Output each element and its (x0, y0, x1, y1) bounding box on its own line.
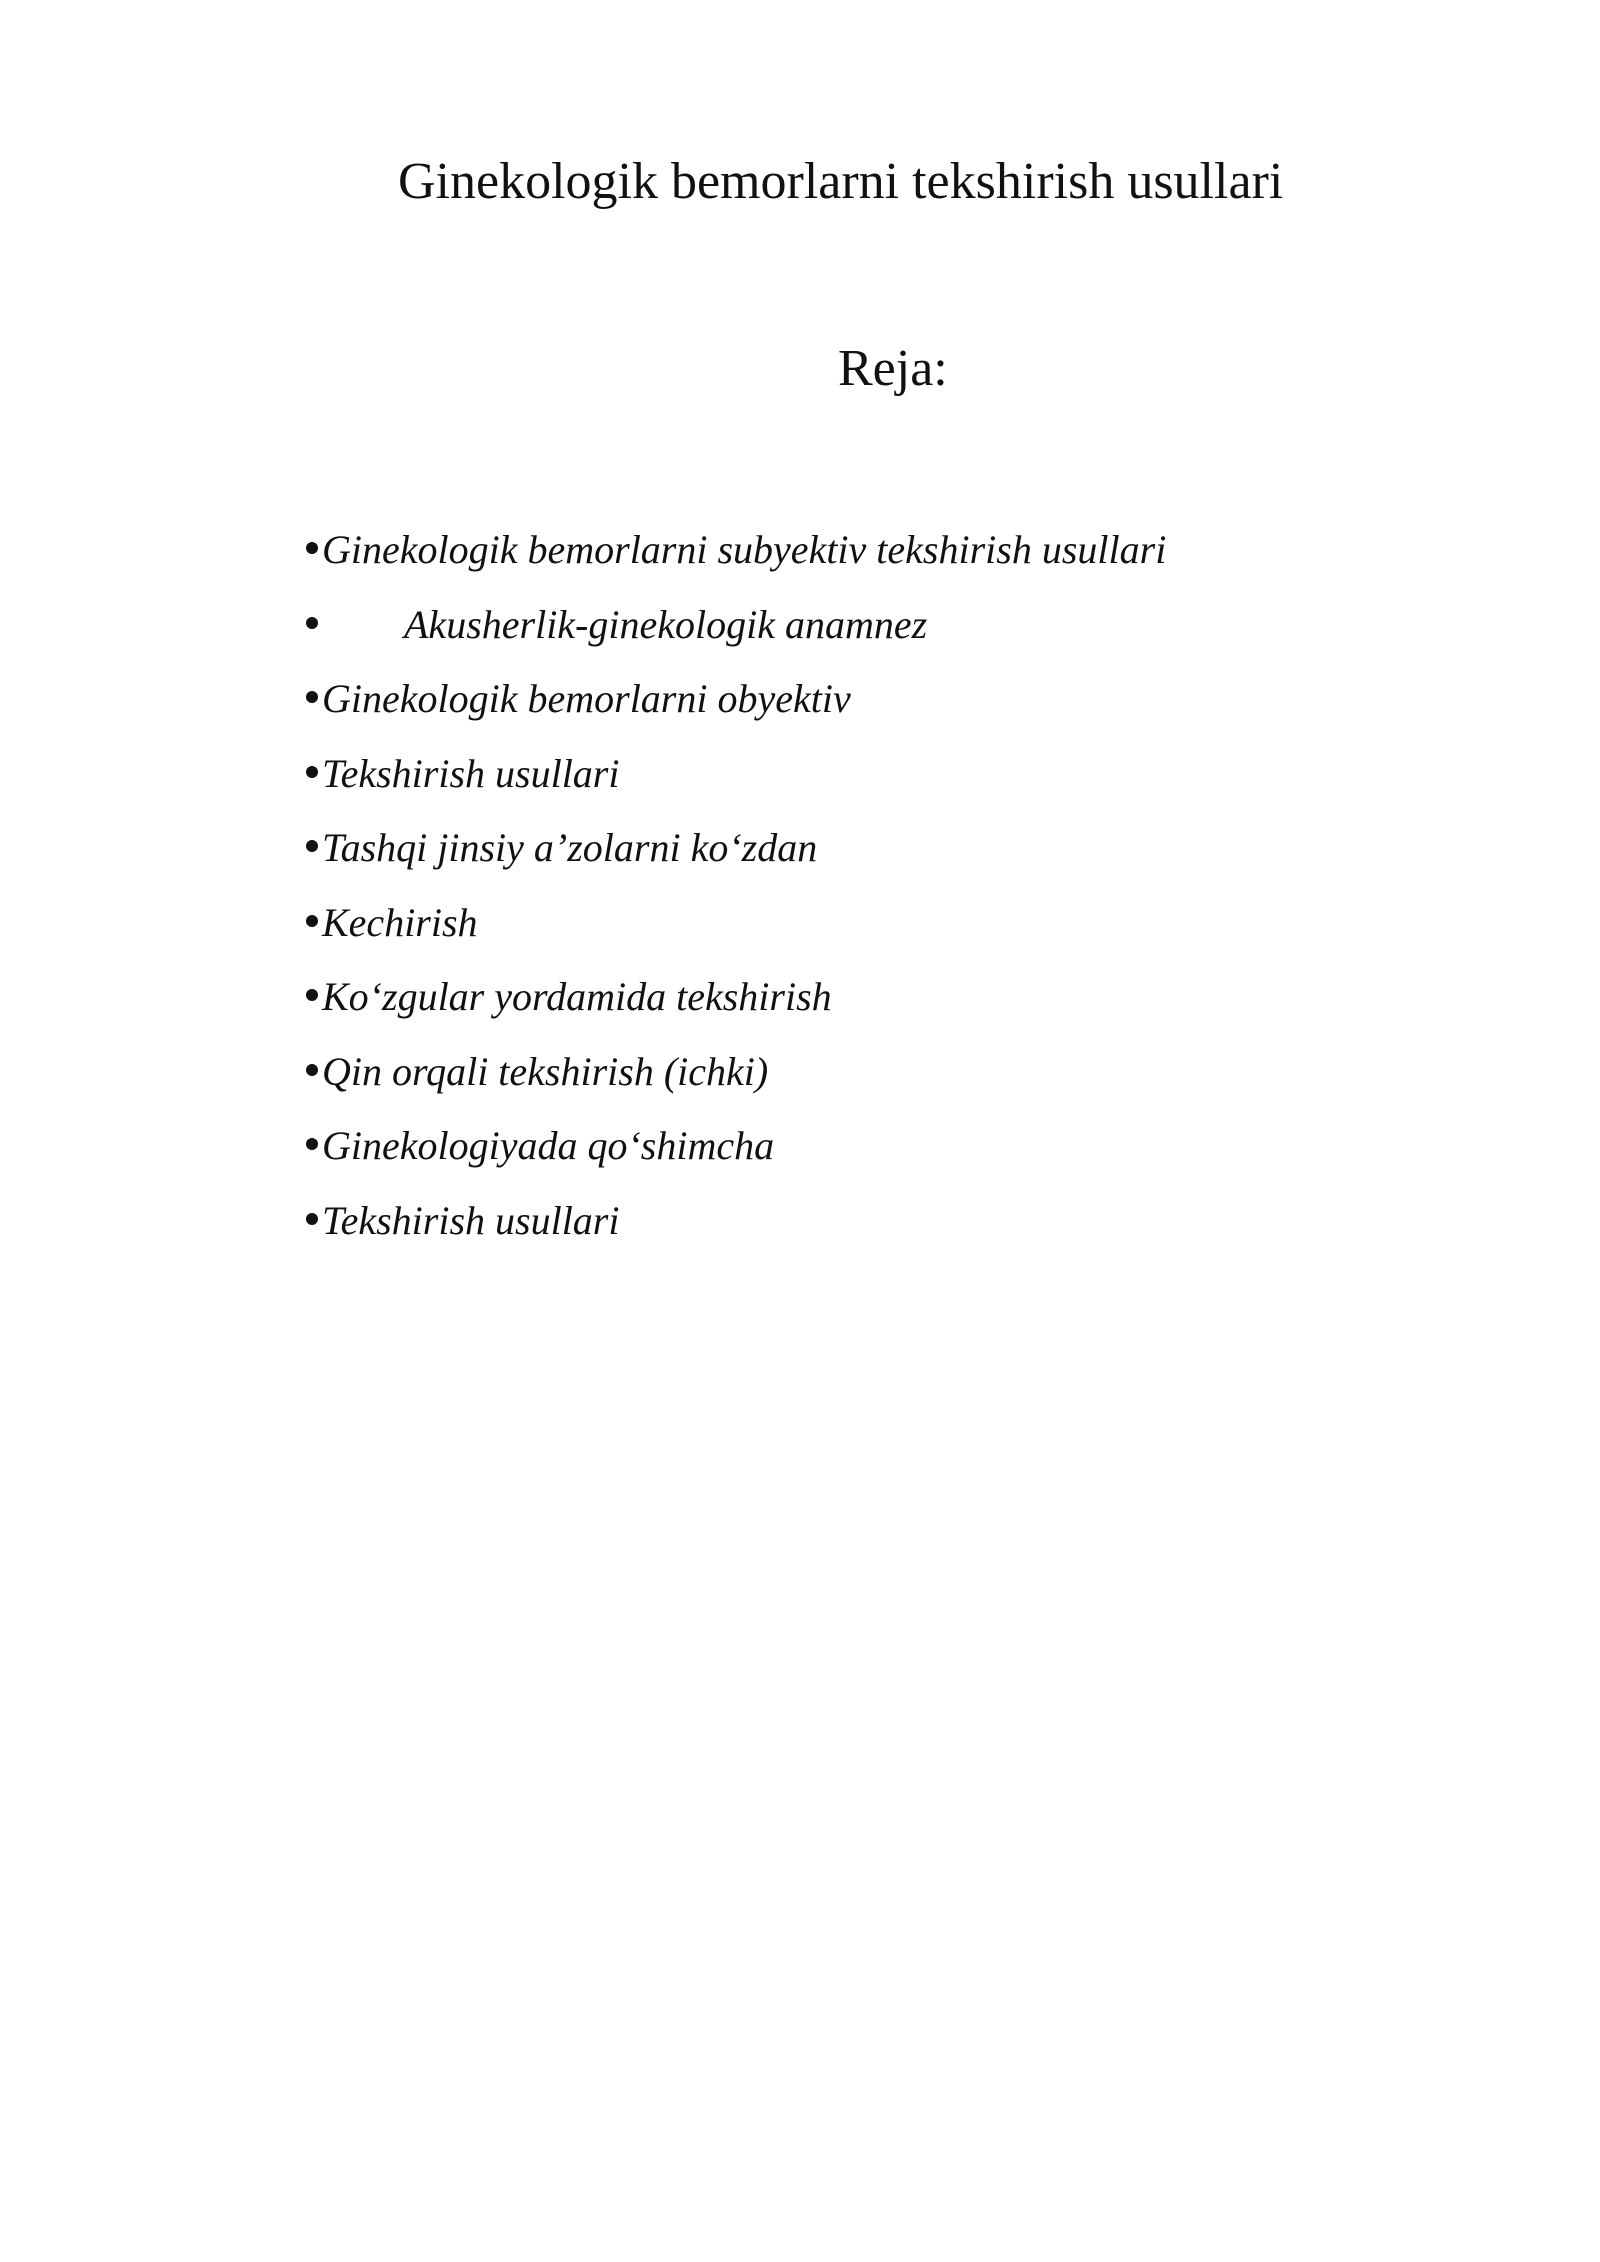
plan-item (306, 818, 1166, 893)
plan-item (306, 893, 1166, 968)
bullet-icon (306, 617, 318, 629)
plan-item-text: Qin orqali tekshirish (ichki) (322, 1048, 769, 1094)
plan-item-text: Ginekologik bemorlarni subyektiv tekshirish usullari (322, 527, 1167, 572)
plan-item-text: Tashqi jinsiy a’zolarni ko‘zdan (322, 825, 818, 870)
plan-item (306, 1116, 1166, 1191)
plan-item-text: Akusherlik-ginekologik anamnez (404, 601, 928, 647)
plan-heading: Reja: (838, 340, 948, 397)
plan-list (306, 520, 1166, 1265)
plan-item-text: Ko‘zgular yordamida tekshirish (322, 974, 832, 1019)
bullet-icon (306, 766, 318, 778)
plan-item (306, 744, 1166, 819)
plan-item (306, 595, 1166, 670)
plan-item-text: Tekshirish usullari (322, 750, 620, 796)
plan-item (306, 520, 1166, 595)
plan-item-text: Tekshirish usullari (322, 1197, 620, 1243)
plan-item (306, 669, 1166, 744)
bullet-icon (306, 1064, 318, 1076)
plan-item (306, 1042, 1166, 1117)
bullet-icon (306, 691, 318, 703)
bullet-icon (306, 840, 318, 852)
plan-item-text: Ginekologiyada qo‘shimcha (322, 1123, 775, 1168)
plan-item-text: Kechirish (322, 899, 478, 945)
bullet-icon (306, 542, 318, 554)
bullet-icon (306, 1138, 318, 1150)
plan-item (306, 1191, 1166, 1266)
bullet-icon (306, 915, 318, 927)
plan-item-text: Ginekologik bemorlarni obyektiv (322, 676, 851, 721)
document-title: Ginekologik bemorlarni tekshirish usullari (398, 153, 1284, 210)
bullet-icon (306, 989, 318, 1001)
bullet-icon (306, 1213, 318, 1225)
plan-item (306, 967, 1166, 1042)
